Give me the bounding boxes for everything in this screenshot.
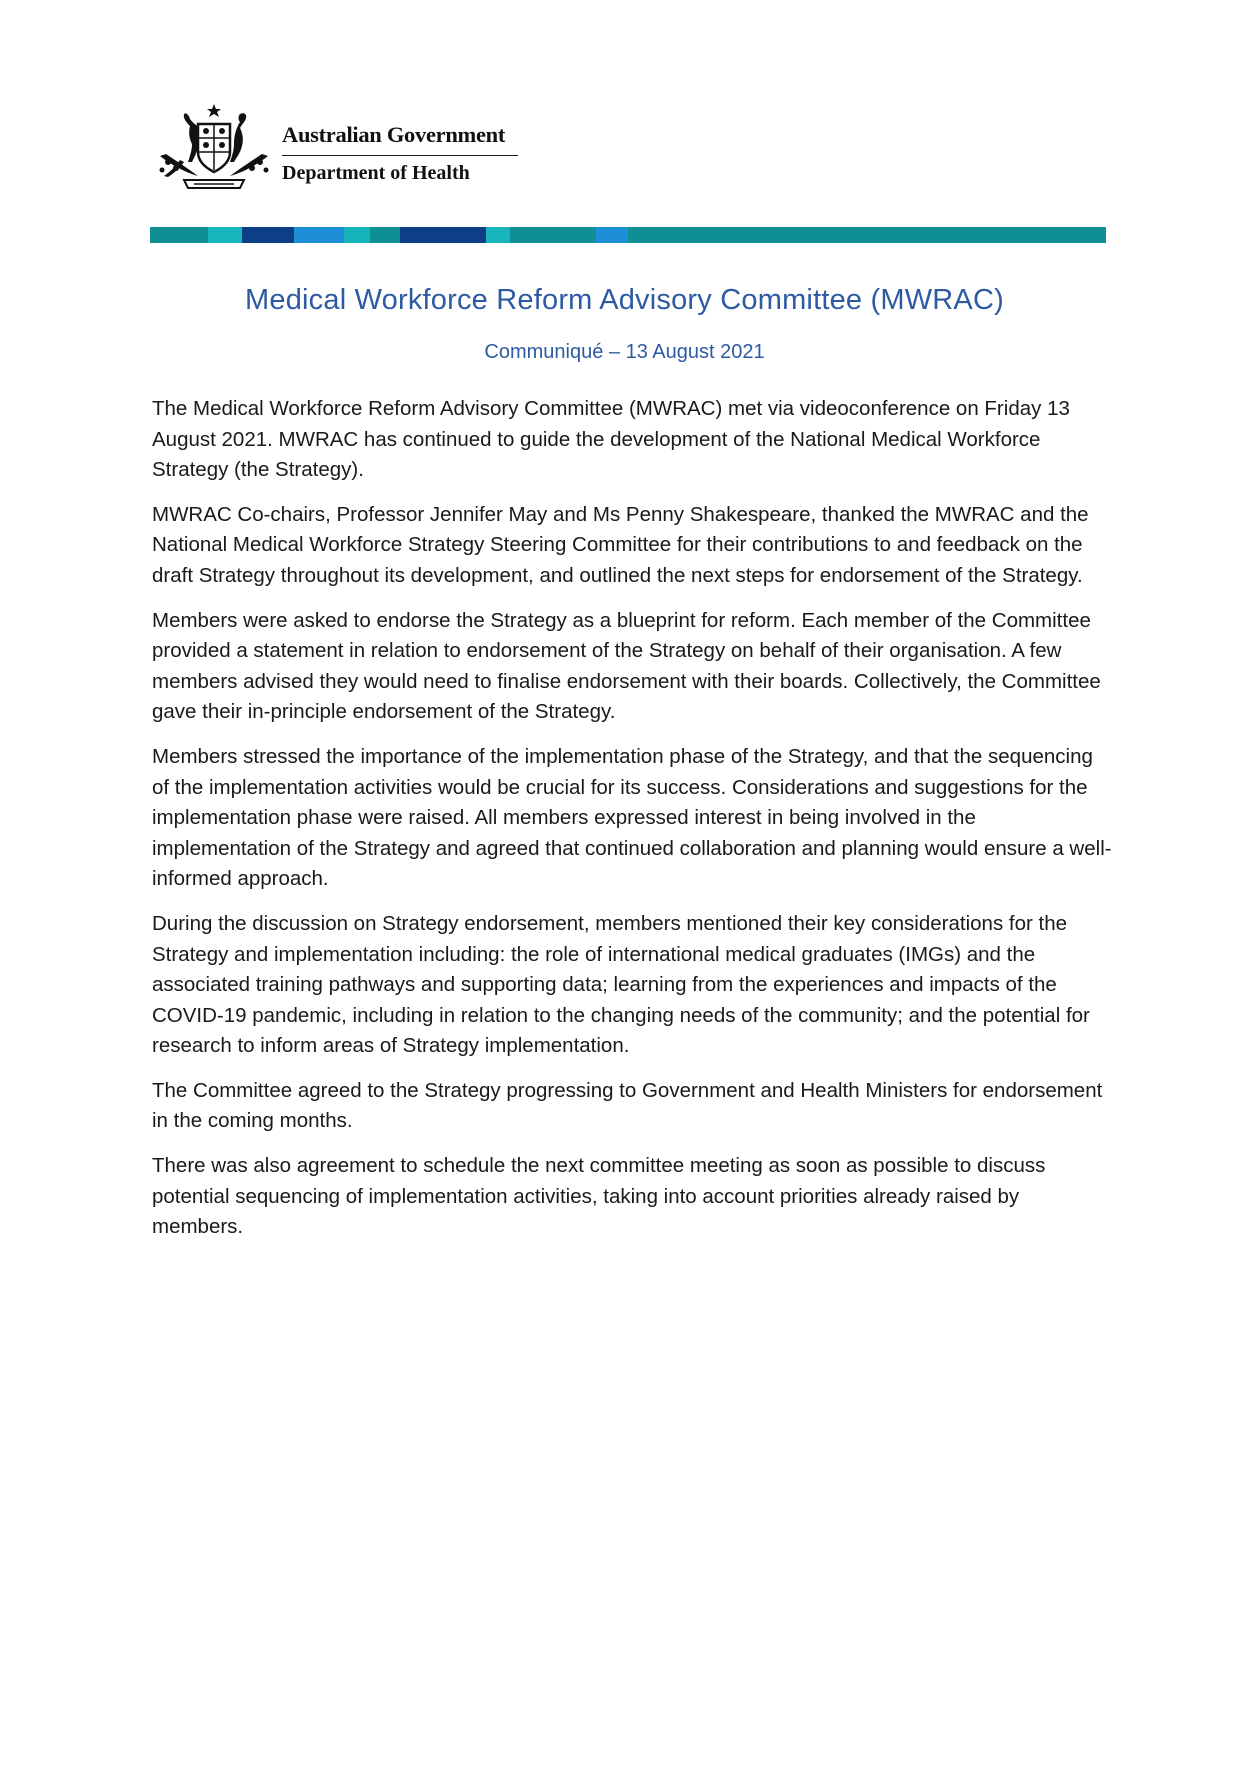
paragraph: The Committee agreed to the Strategy progressing to Government and Health Ministers for endorsement in the coming months. (152, 1078, 1103, 1133)
document-subtitle: Communiqué – 13 August 2021 (484, 341, 765, 363)
band-segment (596, 227, 628, 243)
paragraph: Members were asked to endorse the Strategy as a blueprint for reform. Each member of the Committee provided a statement in relation to endorsement of the Strategy on behalf of their organisation. A few members advised they would need to finalise endorsement with their boards. Collectively, the Committee gave their in-principle endorsement of the Strategy. (152, 608, 1101, 724)
government-header (150, 100, 520, 192)
paragraph: The Medical Workforce Reform Advisory Committee (MWRAC) met via videoconference on Friday 13 August 2021. MWRAC has continued to guide the development of the National Medical Workforce Strategy (the Strategy). (152, 397, 1070, 482)
paragraph: During the discussion on Strategy endorsement, members mentioned their key considerations for the Strategy and implementation including: the role of international medical graduates (IMGs) and the associated training pathways and supporting data; learning from the experiences and impacts of the COVID-19 pandemic, including in relation to the changing needs of the community; and the potential for research to inform areas of Strategy implementation. (152, 911, 1090, 1058)
header-divider (282, 155, 518, 156)
band-segment (208, 227, 242, 243)
communique-body (152, 394, 1112, 1257)
band-segment (628, 227, 1106, 243)
paragraph: Members stressed the importance of the implementation phase of the Strategy, and that the sequencing of the implementation activities would be crucial for its success. Considerations and suggestions for the implementation phase were raised. All members expressed interest in being involved in the implementation of the Strategy and agreed that continued collaboration and planning would ensure a well-informed approach. (152, 744, 1112, 891)
band-segment (510, 227, 596, 243)
band-segment (486, 227, 510, 243)
coat-of-arms-icon (150, 100, 278, 192)
department-name: Department of Health (282, 162, 470, 184)
document-title: Medical Workforce Reform Advisory Committee (MWRAC) (245, 284, 1004, 316)
paragraph: There was also agreement to schedule the next committee meeting as soon as possible to discuss potential sequencing of implementation activities, taking into account priorities already raised by members. (152, 1154, 1046, 1239)
paragraph: MWRAC Co-chairs, Professor Jennifer May and Ms Penny Shakespeare, thanked the MWRAC and the National Medical Workforce Strategy Steering Committee for their contributions to and feedback on the draft Strategy throughout its development, and outlined the next steps for endorsement of the Strategy. (152, 502, 1089, 587)
band-segment (370, 227, 400, 243)
band-segment (242, 227, 294, 243)
band-segment (294, 227, 344, 243)
band-segment (150, 227, 208, 243)
band-segment (344, 227, 370, 243)
organisation-name: Australian Government (282, 122, 506, 147)
band-segment (400, 227, 486, 243)
color-band (150, 227, 1106, 243)
